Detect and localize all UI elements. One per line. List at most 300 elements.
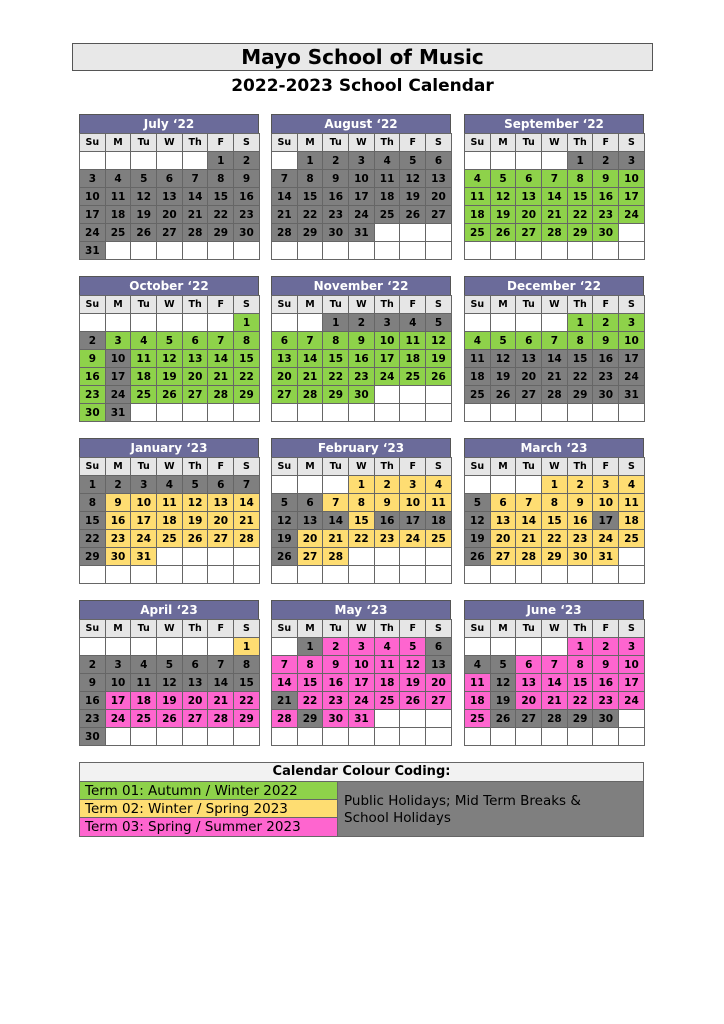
day-cell: 2 — [323, 152, 349, 170]
day-cell: 12 — [400, 170, 426, 188]
month-table — [271, 295, 452, 422]
day-cell: 14 — [542, 674, 568, 692]
day-cell: 26 — [490, 710, 516, 728]
day-cell: 7 — [272, 170, 298, 188]
empty-cell — [182, 242, 208, 260]
weekday-label: W — [542, 620, 568, 638]
day-cell: 24 — [400, 530, 426, 548]
day-cell: 17 — [619, 188, 645, 206]
empty-cell — [426, 548, 452, 566]
day-cell: 15 — [567, 350, 593, 368]
day-cell: 27 — [490, 548, 516, 566]
day-cell: 19 — [465, 530, 491, 548]
day-cell: 2 — [593, 314, 619, 332]
day-cell: 28 — [208, 386, 234, 404]
day-cell: 11 — [400, 332, 426, 350]
day-cell: 18 — [105, 206, 131, 224]
day-cell: 28 — [272, 710, 298, 728]
day-cell: 9 — [323, 656, 349, 674]
day-cell: 25 — [374, 206, 400, 224]
weekday-label: Th — [374, 620, 400, 638]
day-cell: 9 — [593, 332, 619, 350]
day-cell: 4 — [465, 332, 491, 350]
empty-cell — [131, 404, 157, 422]
weekday-label: Th — [182, 458, 208, 476]
day-cell: 17 — [131, 512, 157, 530]
day-cell: 17 — [619, 350, 645, 368]
day-cell: 25 — [400, 368, 426, 386]
day-cell: 2 — [349, 314, 375, 332]
empty-cell — [593, 566, 619, 584]
day-cell: 25 — [374, 692, 400, 710]
day-cell: 29 — [323, 386, 349, 404]
day-cell: 24 — [619, 368, 645, 386]
empty-cell — [131, 152, 157, 170]
weekday-label: M — [297, 458, 323, 476]
day-cell: 19 — [426, 350, 452, 368]
empty-cell — [182, 314, 208, 332]
day-cell: 9 — [80, 350, 106, 368]
weekday-label: W — [542, 134, 568, 152]
day-cell: 1 — [567, 638, 593, 656]
day-cell: 19 — [490, 368, 516, 386]
day-cell: 2 — [567, 476, 593, 494]
legend-term2: Term 02: Winter / Spring 2023 — [80, 800, 338, 818]
day-cell: 13 — [182, 350, 208, 368]
weekday-label: Th — [182, 134, 208, 152]
day-cell: 29 — [80, 548, 106, 566]
day-cell: 30 — [234, 224, 260, 242]
day-cell: 6 — [182, 656, 208, 674]
empty-cell — [131, 242, 157, 260]
day-cell: 3 — [593, 476, 619, 494]
weekday-label: S — [619, 458, 645, 476]
weekday-label: M — [297, 620, 323, 638]
day-cell: 10 — [593, 494, 619, 512]
weekday-label: M — [297, 296, 323, 314]
month-table — [79, 295, 260, 422]
day-cell: 5 — [426, 314, 452, 332]
day-cell: 11 — [157, 494, 183, 512]
day-cell: 19 — [400, 674, 426, 692]
empty-cell — [516, 476, 542, 494]
day-cell: 4 — [374, 152, 400, 170]
day-cell: 13 — [516, 188, 542, 206]
day-cell: 23 — [593, 692, 619, 710]
weekday-label: W — [349, 134, 375, 152]
weekday-label: S — [426, 458, 452, 476]
empty-cell — [490, 152, 516, 170]
day-cell: 17 — [619, 674, 645, 692]
weekday-label: M — [490, 134, 516, 152]
empty-cell — [567, 404, 593, 422]
day-cell: 5 — [465, 494, 491, 512]
day-cell: 17 — [349, 188, 375, 206]
empty-cell — [297, 314, 323, 332]
empty-cell — [105, 638, 131, 656]
day-cell: 19 — [400, 188, 426, 206]
day-cell: 17 — [349, 674, 375, 692]
day-cell: 29 — [234, 386, 260, 404]
weekday-label: S — [619, 296, 645, 314]
legend-term1: Term 01: Autumn / Winter 2022 — [80, 782, 338, 800]
empty-cell — [490, 242, 516, 260]
day-cell: 25 — [619, 530, 645, 548]
day-cell: 30 — [323, 710, 349, 728]
month-title: November ‘22 — [271, 276, 451, 295]
weekday-label: W — [542, 458, 568, 476]
weekday-label: Tu — [323, 458, 349, 476]
day-cell: 18 — [465, 368, 491, 386]
month-table — [271, 619, 452, 746]
month-calendar — [79, 276, 259, 422]
empty-cell — [297, 476, 323, 494]
day-cell: 10 — [349, 170, 375, 188]
day-cell: 20 — [182, 368, 208, 386]
day-cell: 11 — [619, 494, 645, 512]
month-table — [464, 457, 645, 584]
weekday-label: Tu — [131, 458, 157, 476]
weekday-label: F — [593, 296, 619, 314]
weekday-label: M — [105, 296, 131, 314]
day-cell: 30 — [593, 386, 619, 404]
empty-cell — [272, 728, 298, 746]
day-cell: 17 — [374, 350, 400, 368]
month-calendar — [79, 438, 259, 584]
day-cell: 3 — [105, 332, 131, 350]
empty-cell — [516, 566, 542, 584]
day-cell: 22 — [297, 206, 323, 224]
empty-cell — [465, 476, 491, 494]
day-cell: 3 — [400, 476, 426, 494]
day-cell: 3 — [619, 314, 645, 332]
day-cell: 3 — [131, 476, 157, 494]
day-cell: 27 — [182, 386, 208, 404]
weekday-label: W — [349, 296, 375, 314]
day-cell: 7 — [297, 332, 323, 350]
day-cell: 3 — [80, 170, 106, 188]
empty-cell — [426, 224, 452, 242]
day-cell: 20 — [490, 530, 516, 548]
day-cell: 13 — [516, 350, 542, 368]
day-cell: 6 — [516, 656, 542, 674]
day-cell: 25 — [131, 710, 157, 728]
day-cell: 12 — [157, 350, 183, 368]
month-table — [79, 619, 260, 746]
day-cell: 13 — [426, 656, 452, 674]
day-cell: 15 — [208, 188, 234, 206]
day-cell: 15 — [567, 674, 593, 692]
day-cell: 15 — [349, 512, 375, 530]
day-cell: 7 — [323, 494, 349, 512]
day-cell: 5 — [157, 332, 183, 350]
month-calendar — [464, 600, 644, 746]
day-cell: 28 — [323, 548, 349, 566]
empty-cell — [490, 476, 516, 494]
empty-cell — [542, 152, 568, 170]
day-cell: 26 — [490, 224, 516, 242]
month-table — [464, 133, 645, 260]
empty-cell — [272, 638, 298, 656]
empty-cell — [490, 404, 516, 422]
weekday-label: Tu — [323, 296, 349, 314]
weekday-label: Su — [80, 296, 106, 314]
day-cell: 13 — [516, 674, 542, 692]
page-subtitle: 2022-2023 School Calendar — [231, 76, 494, 96]
month-calendar — [464, 438, 644, 584]
day-cell: 14 — [234, 494, 260, 512]
day-cell: 25 — [157, 530, 183, 548]
day-cell: 11 — [465, 350, 491, 368]
weekday-label: W — [349, 458, 375, 476]
day-cell: 14 — [323, 512, 349, 530]
day-cell: 21 — [542, 368, 568, 386]
empty-cell — [105, 728, 131, 746]
weekday-label: M — [490, 620, 516, 638]
weekday-label: S — [234, 134, 260, 152]
legend-title: Calendar Colour Coding: — [80, 763, 643, 782]
day-cell: 30 — [349, 386, 375, 404]
empty-cell — [272, 152, 298, 170]
weekday-label: F — [208, 296, 234, 314]
legend-holidays — [338, 782, 643, 836]
day-cell: 26 — [400, 692, 426, 710]
weekday-label: Su — [272, 458, 298, 476]
day-cell: 24 — [619, 692, 645, 710]
day-cell: 14 — [542, 350, 568, 368]
day-cell: 2 — [80, 656, 106, 674]
day-cell: 14 — [272, 674, 298, 692]
empty-cell — [374, 242, 400, 260]
weekday-label: Tu — [516, 134, 542, 152]
day-cell: 7 — [234, 476, 260, 494]
day-cell: 8 — [567, 170, 593, 188]
day-cell: 22 — [234, 692, 260, 710]
day-cell: 26 — [182, 530, 208, 548]
weekday-label: M — [297, 134, 323, 152]
day-cell: 27 — [516, 386, 542, 404]
day-cell: 8 — [297, 656, 323, 674]
day-cell: 9 — [80, 674, 106, 692]
day-cell: 30 — [105, 548, 131, 566]
day-cell: 26 — [400, 206, 426, 224]
day-cell: 26 — [272, 548, 298, 566]
empty-cell — [157, 548, 183, 566]
day-cell: 28 — [542, 386, 568, 404]
page-title: Mayo School of Music — [72, 43, 653, 71]
empty-cell — [131, 566, 157, 584]
legend-holidays-line1: Public Holidays; Mid Term Breaks & — [344, 793, 581, 809]
day-cell: 1 — [323, 314, 349, 332]
weekday-label: Su — [272, 134, 298, 152]
empty-cell — [426, 728, 452, 746]
day-cell: 8 — [80, 494, 106, 512]
empty-cell — [208, 728, 234, 746]
day-cell: 16 — [323, 674, 349, 692]
month-table — [271, 133, 452, 260]
day-cell: 30 — [80, 404, 106, 422]
day-cell: 20 — [426, 188, 452, 206]
day-cell: 21 — [516, 530, 542, 548]
day-cell: 26 — [490, 386, 516, 404]
month-calendar — [271, 600, 451, 746]
day-cell: 23 — [80, 386, 106, 404]
empty-cell — [400, 404, 426, 422]
empty-cell — [349, 404, 375, 422]
empty-cell — [400, 242, 426, 260]
day-cell: 12 — [131, 188, 157, 206]
weekday-label: Th — [567, 458, 593, 476]
month-table — [79, 133, 260, 260]
day-cell: 31 — [131, 548, 157, 566]
day-cell: 19 — [157, 692, 183, 710]
day-cell: 8 — [234, 656, 260, 674]
day-cell: 26 — [426, 368, 452, 386]
day-cell: 4 — [131, 656, 157, 674]
day-cell: 10 — [131, 494, 157, 512]
day-cell: 31 — [80, 242, 106, 260]
weekday-label: S — [426, 620, 452, 638]
weekday-label: F — [208, 620, 234, 638]
weekday-label: S — [619, 620, 645, 638]
day-cell: 7 — [516, 494, 542, 512]
day-cell: 6 — [490, 494, 516, 512]
day-cell: 6 — [516, 170, 542, 188]
empty-cell — [80, 638, 106, 656]
day-cell: 27 — [516, 710, 542, 728]
day-cell: 9 — [374, 494, 400, 512]
day-cell: 6 — [516, 332, 542, 350]
day-cell: 4 — [426, 476, 452, 494]
day-cell: 1 — [234, 638, 260, 656]
day-cell: 17 — [400, 512, 426, 530]
empty-cell — [593, 242, 619, 260]
day-cell: 15 — [234, 350, 260, 368]
day-cell: 4 — [619, 476, 645, 494]
day-cell: 9 — [234, 170, 260, 188]
day-cell: 18 — [131, 368, 157, 386]
empty-cell — [182, 638, 208, 656]
empty-cell — [349, 728, 375, 746]
weekday-label: Su — [80, 620, 106, 638]
day-cell: 4 — [105, 170, 131, 188]
day-cell: 10 — [619, 332, 645, 350]
day-cell: 30 — [593, 224, 619, 242]
day-cell: 16 — [323, 188, 349, 206]
day-cell: 9 — [567, 494, 593, 512]
empty-cell — [349, 548, 375, 566]
legend-term3: Term 03: Spring / Summer 2023 — [80, 818, 338, 836]
day-cell: 4 — [400, 314, 426, 332]
day-cell: 16 — [234, 188, 260, 206]
month-title: May ‘23 — [271, 600, 451, 619]
month-title: September ‘22 — [464, 114, 644, 133]
day-cell: 30 — [593, 710, 619, 728]
weekday-label: Th — [567, 620, 593, 638]
empty-cell — [516, 242, 542, 260]
month-calendar — [271, 276, 451, 422]
empty-cell — [542, 638, 568, 656]
day-cell: 14 — [182, 188, 208, 206]
day-cell: 14 — [297, 350, 323, 368]
day-cell: 21 — [297, 368, 323, 386]
empty-cell — [490, 728, 516, 746]
day-cell: 24 — [105, 710, 131, 728]
empty-cell — [465, 242, 491, 260]
day-cell: 21 — [272, 206, 298, 224]
weekday-label: Su — [80, 458, 106, 476]
day-cell: 18 — [131, 692, 157, 710]
day-cell: 18 — [374, 674, 400, 692]
day-cell: 1 — [567, 314, 593, 332]
day-cell: 25 — [131, 386, 157, 404]
day-cell: 6 — [426, 152, 452, 170]
day-cell: 27 — [182, 710, 208, 728]
day-cell: 22 — [542, 530, 568, 548]
day-cell: 16 — [80, 368, 106, 386]
weekday-label: M — [105, 458, 131, 476]
weekday-label: F — [400, 620, 426, 638]
day-cell: 23 — [374, 530, 400, 548]
day-cell: 15 — [567, 188, 593, 206]
day-cell: 31 — [105, 404, 131, 422]
day-cell: 1 — [80, 476, 106, 494]
empty-cell — [465, 638, 491, 656]
day-cell: 19 — [490, 692, 516, 710]
empty-cell — [516, 404, 542, 422]
empty-cell — [465, 728, 491, 746]
empty-cell — [374, 224, 400, 242]
day-cell: 11 — [374, 170, 400, 188]
day-cell: 21 — [272, 692, 298, 710]
day-cell: 18 — [465, 206, 491, 224]
day-cell: 5 — [490, 332, 516, 350]
empty-cell — [272, 566, 298, 584]
day-cell: 21 — [234, 512, 260, 530]
day-cell: 19 — [157, 368, 183, 386]
weekday-label: W — [157, 458, 183, 476]
day-cell: 27 — [516, 224, 542, 242]
empty-cell — [400, 728, 426, 746]
day-cell: 23 — [323, 692, 349, 710]
weekday-label: Tu — [131, 296, 157, 314]
day-cell: 5 — [400, 638, 426, 656]
weekday-label: S — [426, 134, 452, 152]
empty-cell — [182, 728, 208, 746]
day-cell: 25 — [426, 530, 452, 548]
day-cell: 8 — [349, 494, 375, 512]
month-table — [464, 295, 645, 422]
day-cell: 26 — [465, 548, 491, 566]
empty-cell — [349, 566, 375, 584]
empty-cell — [516, 638, 542, 656]
empty-cell — [208, 638, 234, 656]
day-cell: 6 — [426, 638, 452, 656]
day-cell: 11 — [131, 350, 157, 368]
empty-cell — [182, 566, 208, 584]
day-cell: 23 — [323, 206, 349, 224]
day-cell: 29 — [567, 710, 593, 728]
weekday-label: Tu — [516, 458, 542, 476]
day-cell: 23 — [567, 530, 593, 548]
day-cell: 26 — [157, 710, 183, 728]
empty-cell — [131, 638, 157, 656]
empty-cell — [208, 314, 234, 332]
weekday-label: F — [593, 458, 619, 476]
weekday-label: S — [426, 296, 452, 314]
weekday-label: F — [208, 134, 234, 152]
day-cell: 15 — [297, 188, 323, 206]
